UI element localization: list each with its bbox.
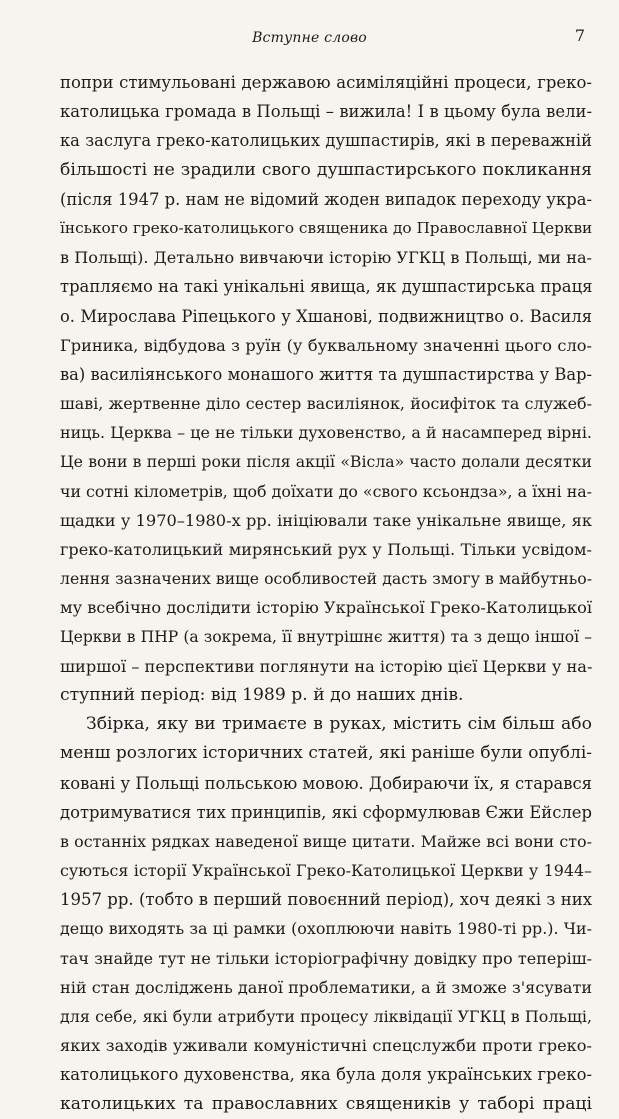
text-line: католицьких та православних священиків у таборі праці [60,1093,592,1114]
text-line: ниць. Церква – це не тільки духовенство, а й насамперед вірні. [60,423,592,443]
text-line: ширшої – перспективи поглянути на історію цієї Церкви у на- [60,656,593,676]
page-number: 7 [574,26,585,45]
text-line: суються історії Української Греко-Католицької Церкви у 1944– [60,861,592,881]
text-line: попри стимульовані державою асиміляційні процеси, греко- [60,73,592,92]
text-line: му всебічно дослідити історію Української Греко-Католицької [60,598,592,618]
text-line: менш розлогих історичних статей, які раніше були опублі- [60,743,592,764]
paragraph-start-line: Збірка, яку ви тримаєте в руках, містить сім більш або [86,714,592,735]
text-line: тач знайде тут не тільки історіографічну довідку про теперіш- [60,948,592,968]
text-line: ва) василіянського монашого життя та душпастирства у Вар- [60,364,592,384]
running-header [0,26,619,48]
text-line: ній стан досліджень даної проблематики, а й зможе з'ясувати [60,977,593,997]
text-line: католицька громада в Польщі – вижила! І в цьому була вели- [60,102,592,122]
paragraph-end-line: ступний період: від 1989 р. й до наших днів. [60,684,464,705]
text-line: щадки у 1970–1980-х рр. ініціювали таке унікальне явище, як [60,510,592,530]
text-line: о. Мирослава Ріпецького у Хшанові, подвижництво о. Василя [60,306,592,326]
text-line: ковані у Польщі польською мовою. Добираючи їх, я старався [60,773,592,793]
text-line: їнського греко-католицького священика до Православної Церкви [60,218,593,237]
text-line: ка заслуга греко-католицьких душпастирів, які в переважній [60,131,592,151]
text-line: (після 1947 р. нам не відомий жоден випадок переходу укра- [60,189,592,209]
text-line: дотримуватися тих принципів, які сформулював Єжи Ейслер [60,802,592,822]
text-line: Гриника, відбудова з руїн (у буквальному значенні цього сло- [60,335,592,355]
body-text [60,68,592,1119]
text-line: Церкви в ПНР (а зокрема, її внутрішнє життя) та з дещо іншої – [60,627,592,646]
text-line: чи сотні кілометрів, щоб доїхати до «свого ксьондза», а їхні на- [60,481,592,501]
text-line: більшості не зрадили свого душпастирського покликання [60,159,592,180]
text-line: Це вони в перші роки після акції «Вісла» часто долали десятки [60,452,592,472]
chapter-title: Вступне слово [252,30,367,46]
text-line: шаві, жертвенне діло сестер василіянок, йосифіток та служеб- [60,394,592,414]
text-line: дещо виходять за ці рамки (охоплюючи навіть 1980-ті рр.). Чи- [60,919,592,939]
text-line: в Польщі). Детально вивчаючи історію УГКЦ в Польщі, ми на- [60,248,592,268]
text-line: лення зазначених вище особливостей дасть змогу в майбутньо- [60,569,592,589]
text-line: в останніх рядках наведеної вище цитати. Майже всі вони сто- [60,831,592,851]
text-line: трапляємо на такі унікальні явища, як душпастирська праця [60,277,593,297]
text-line: греко-католицький мирянський рух у Польщі. Тільки усвідом- [60,540,592,559]
text-line: католицького духовенства, яка була доля українських греко- [60,1065,592,1085]
text-line: яких заходів уживали комуністичні спецслужби проти греко- [60,1036,592,1056]
text-line: 1957 рр. (тобто в перший повоєнний період), хоч деякі з них [60,890,592,910]
text-line: для себе, які були атрибути процесу ліквідації УГКЦ в Польщі, [60,1007,592,1026]
